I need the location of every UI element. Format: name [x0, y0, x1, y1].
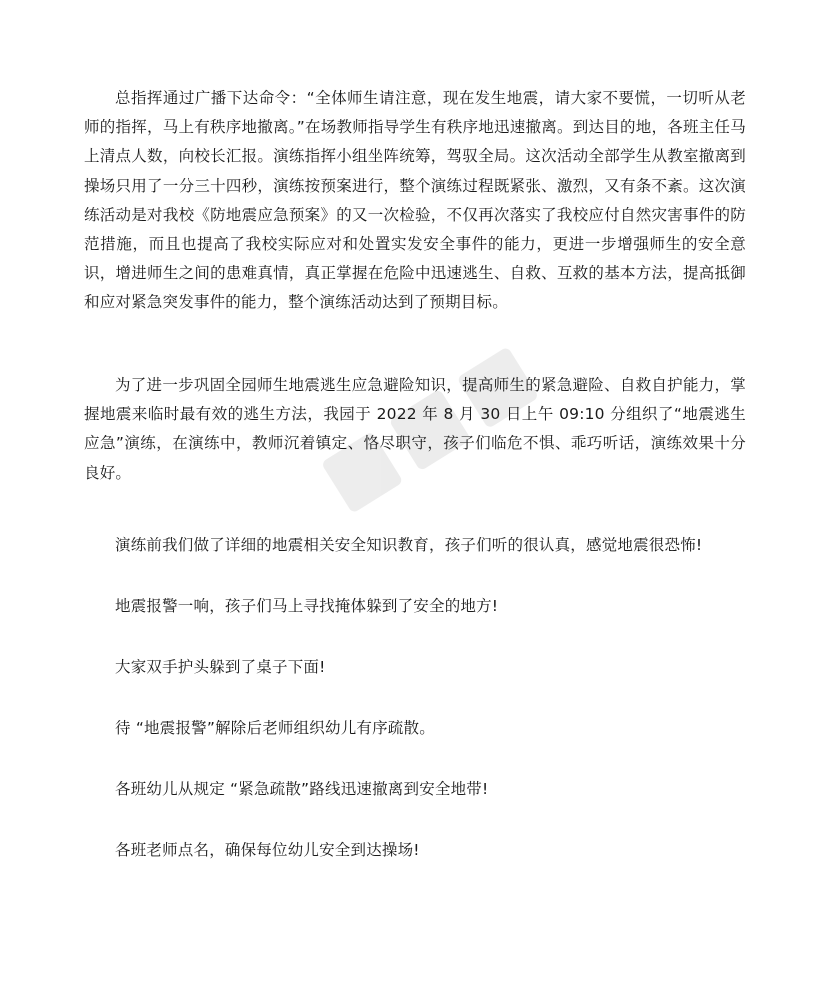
paragraph-drill-summary: 总指挥通过广播下达命令：“全体师生请注意，现在发生地震，请大家不要慌，一切听从老师的指挥，马上有秩序地撤离。”在场教师指导学生有秩序地迅速撤离。到达目的地，各班主任马上清点人数，向校长汇报。演练指挥小组坐阵统筹，驾驭全局。这次活动全部学生从教室撤离到操场只用了一分三十四秒，演练按预案进行，整个演练过程既紧张、激烈，又有条不紊。这次演练活动是对我校《防地震应急预案》的又一次检验，不仅再次落实了我校应付自然灾害事件的防范措施，而且也提高了我校实际应对和处置实发安全事件的能力，更进一步增强师生的安全意识，增进师生之间的患难真情，真正掌握在危险中迅速逃生、自救、互救的基本方法，提高抵御和应对紧急突发事件的能力，整个演练活动达到了预期目标。: [84, 89, 746, 312]
text-line-protect-head: 大家双手护头躲到了桌子下面!: [115, 658, 326, 676]
text-line-roll-call: 各班老师点名，确保每位幼儿安全到达操场!: [115, 841, 420, 859]
text-line-alarm-cleared: 待 “地震报警”解除后老师组织幼儿有序疏散。: [115, 719, 435, 737]
paragraph-drill-intro: 为了进一步巩固全园师生地震逃生应急避险知识，提高师生的紧急避险、自救自护能力，掌握地震来临时最有效的逃生方法，我园于 2022 年 8 月 30 日上午 09:10 分组织了“地震逃生应急”演练，在演练中，教师沉着镇定、恪尽职守，孩子们临危不惧、乖巧听话，演练效果十分良好。: [84, 376, 746, 482]
text-line-alarm-response: 地震报警一响，孩子们马上寻找掩体躲到了安全的地方!: [115, 597, 499, 615]
text-line-safety-education: 演练前我们做了详细的地震相关安全知识教育，孩子们听的很认真，感觉地震很恐怖!: [115, 536, 703, 554]
text-line-evacuation-route: 各班幼儿从规定 “紧急疏散”路线迅速撤离到安全地带!: [115, 780, 489, 798]
